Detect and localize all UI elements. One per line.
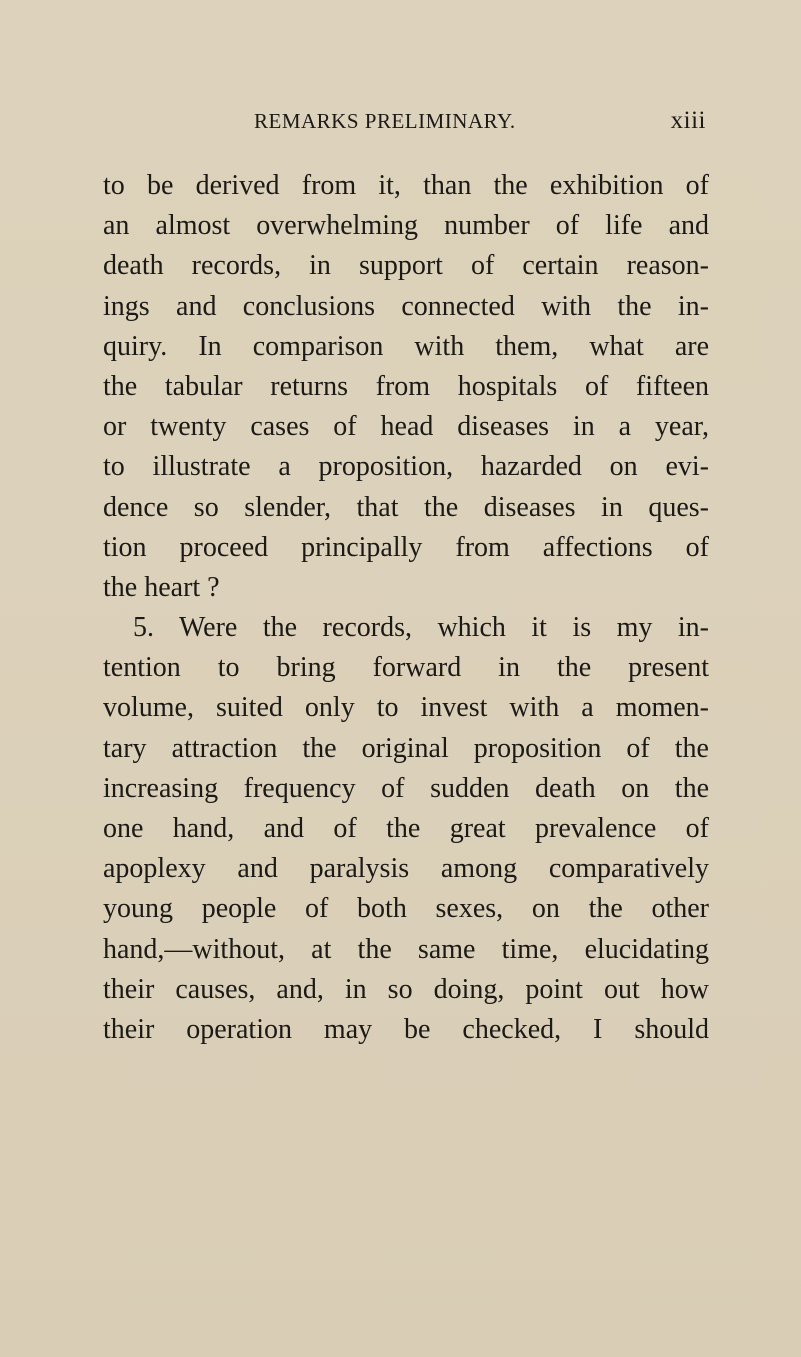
text-line: to be derived from it, than the exhibition of — [103, 170, 709, 201]
text-line: hand,—without, at the same time, elucidating — [103, 933, 709, 965]
text-line: apoplexy and paralysis among comparatively — [103, 853, 709, 885]
text-line: an almost overwhelming number of life and — [103, 210, 709, 242]
text-line: death records, in support of certain reason- — [103, 250, 709, 282]
text-line: tention to bring forward in the present — [103, 652, 709, 684]
paragraph-end-line: the heart ? — [103, 571, 220, 603]
text-line: their operation may be checked, I should — [103, 1013, 709, 1045]
running-head — [254, 106, 706, 136]
text-line: the tabular returns from hospitals of fifteen — [103, 370, 709, 402]
text-line: quiry. In comparison with them, what are — [103, 330, 709, 362]
text-line: tary attraction the original proposition of the — [103, 732, 709, 764]
text-line: to illustrate a proposition, hazarded on evi- — [103, 451, 709, 483]
text-line: or twenty cases of head diseases in a year, — [103, 411, 709, 443]
page-number: xiii — [670, 107, 706, 134]
text-line: ings and conclusions connected with the in- — [103, 290, 709, 322]
text-line: increasing frequency of sudden death on the — [103, 772, 709, 804]
text-line: volume, suited only to invest with a momen- — [103, 692, 709, 724]
text-line: dence so slender, that the diseases in ques- — [103, 491, 709, 523]
text-line: their causes, and, in so doing, point out how — [103, 973, 709, 1005]
text-line: young people of both sexes, on the other — [103, 893, 709, 925]
text-line: one hand, and of the great prevalence of — [103, 813, 709, 844]
paragraph-start-line: 5. Were the records, which it is my in- — [133, 612, 709, 644]
running-title: REMARKS PRELIMINARY. — [254, 109, 516, 133]
text-line: tion proceed principally from affections of — [103, 531, 709, 563]
body-text — [103, 166, 709, 1050]
